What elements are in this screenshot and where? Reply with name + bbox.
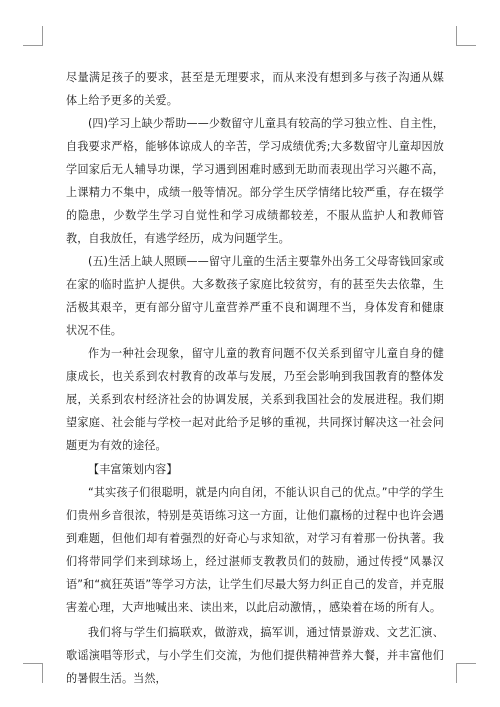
document-body [66, 66, 444, 690]
crop-mark-bottom-left-vertical [42, 663, 43, 683]
section-heading: 【丰富策划内容】 [88, 463, 178, 476]
crop-mark-top-left-horizontal [23, 45, 43, 46]
paragraph-living: (五)生活上缺人照顾——留守儿童的生活主要靠外出务工父母寄钱回家或在家的临时监护人提供。大多数孩子家庭比较贫穷，有的甚至失去依靠，生活极其艰辛，更有部分留守儿童营养严重不良和调理不当，身体发育和健康状况不佳。 [66, 255, 444, 337]
crop-mark-top-left-vertical [42, 26, 43, 46]
crop-mark-top-right-vertical [456, 26, 457, 46]
paragraph-learning: (四)学习上缺少帮助——少数留守儿童具有较高的学习独立性、自主性，自我要求严格，能够体谅成人的辛苦，学习成绩优秀;大多数留守儿童却因放学回家后无人辅导功课，学习遇到困难时感到无助而表现出学习兴趣不高，上课精力不集中，成绩一般等情况。部分学生厌学情绪比较严重，存在辍学的隐患，少数学生学习自觉性和学习成绩都较差，不服从监护人和教师管教，自我放任，有逃学经历，成为问题学生。 [66, 117, 444, 245]
crop-mark-bottom-right-vertical [456, 663, 457, 683]
crop-mark-bottom-left-horizontal [23, 663, 43, 664]
paragraph-1: 尽量满足孩子的要求，甚至是无理要求，而从来没有想到多与孩子沟通从媒体上给予更多的关爱。 [66, 71, 444, 107]
crop-mark-top-right-horizontal [456, 45, 476, 46]
paragraph-activities: 我们将与学生们搞联欢，做游戏，搞军训，通过情景游戏、文艺汇演、歌谣演唱等形式，与小学生们交流，为他们提供精神营养大餐，并丰富他们的暑假生活。当然， [66, 626, 444, 685]
crop-mark-bottom-right-horizontal [456, 663, 476, 664]
paragraph-quote: “其实孩子们很聪明，就是内向自闭，不能认识自己的优点。”中学的学生们贵州乡音很浓，特别是英语练习这一方面，让他们羸杨的过程中也许会遇到难题，但他们却有着强烈的好奇心与求知欲，对学习有着那一份执著。我们将带同学们来到球场上，经过湛师支教教员们的鼓励，通过传授“风暴汉语”和“疯狂英语”等学习方法，让学生们尽最大努力纠正自己的发音，并克服害羞心理，大声地喊出来、读出来，以此启动激情，，感染着在场的所有人。 [66, 486, 444, 614]
paragraph-social-phenomenon: 作为一种社会现象，留守儿童的教育问题不仅关系到留守儿童自身的健康成长，也关系到农村教育的改革与发展，乃至会影响到我国教育的整体发展，关系到农村经济社会的协调发展，关系到我国社会的发展进程。我们期望家庭、社会能与学校一起对此给予足够的重视，共同探讨解决这一社会问题更为有效的途径。 [66, 347, 444, 452]
